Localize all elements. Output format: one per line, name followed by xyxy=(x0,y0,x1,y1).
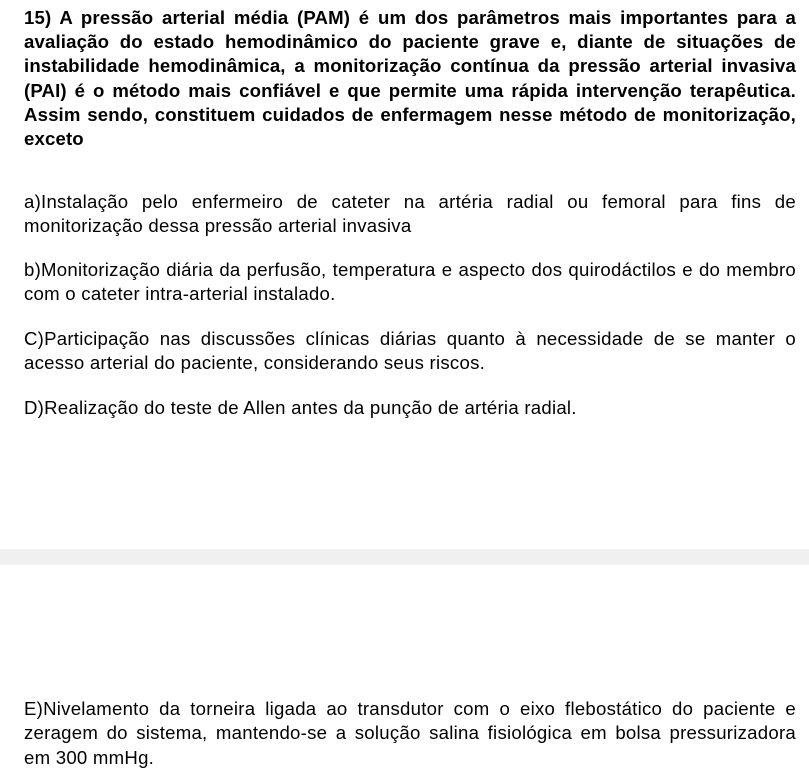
option-c[interactable] xyxy=(24,327,796,376)
option-letter: D) xyxy=(24,397,45,418)
option-a[interactable] xyxy=(24,190,796,239)
page-separator xyxy=(0,549,809,565)
option-text: Realização do teste de Allen antes da punção de artéria radial. xyxy=(44,397,577,418)
option-b[interactable] xyxy=(24,258,796,307)
option-text: Monitorização diária da perfusão, temperatura e aspecto dos quirodáctilos e do membro com o cateter intra-arterial instalado. xyxy=(24,259,796,305)
option-text: Instalação pelo enfermeiro de cateter na artéria radial ou femoral para fins de monitorização dessa pressão arterial invasiva xyxy=(24,191,796,237)
option-e[interactable] xyxy=(24,697,796,770)
question-text: A pressão arterial média (PAM) é um dos parâmetros mais importantes para a avaliação do estado hemodinâmico do paciente grave e, diante de situações de instabilidade hemodinâmica, a monitorização contínua da pressão arterial invasiva (PAI) é o método mais confiável e que permite uma rápida intervenção terapêutica. Assim sendo, constituem cuidados de enfermagem nesse método de monitorização, exceto xyxy=(24,7,796,150)
option-text: Participação nas discussões clínicas diárias quanto à necessidade de se manter o acesso arterial do paciente, considerando seus riscos. xyxy=(24,328,796,374)
option-letter: a) xyxy=(24,191,42,212)
option-letter: b) xyxy=(24,259,42,280)
question-number: 15) xyxy=(24,7,52,28)
option-text: Nivelamento da torneira ligada ao transdutor com o eixo flebostático do paciente e zeragem do sistema, mantendo-se a solução salina fisiológica em bolsa pressurizadora em 300 mmHg. xyxy=(24,698,796,768)
option-d[interactable] xyxy=(24,396,796,420)
option-letter: C) xyxy=(24,328,45,349)
option-letter: E) xyxy=(24,698,44,719)
question-statement xyxy=(24,6,796,151)
